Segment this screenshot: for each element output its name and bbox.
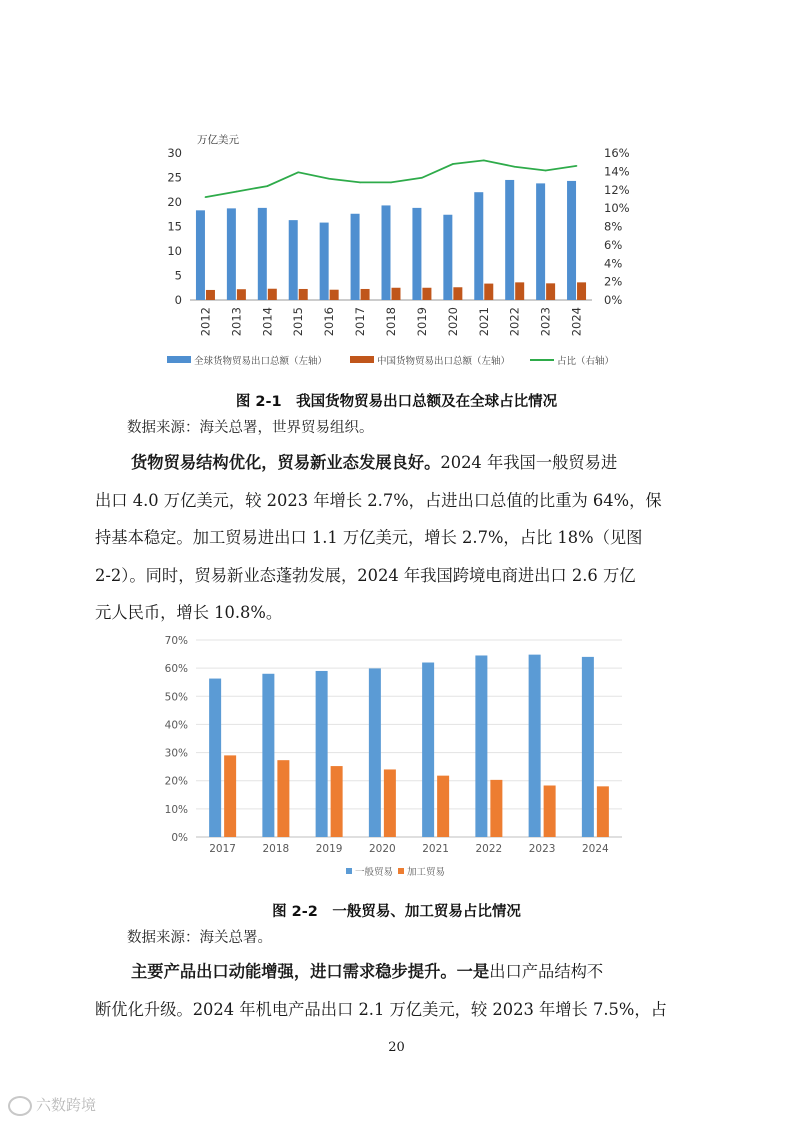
- share-point: [514, 166, 516, 168]
- x-axis-tick-label: 2021: [476, 307, 491, 337]
- china-export-bar: [330, 290, 339, 300]
- paragraph-product-exports: [95, 953, 699, 1028]
- paragraph-lead: 货物贸易结构优化，贸易新业态发展良好。: [131, 453, 441, 472]
- global-export-bar: [289, 220, 298, 300]
- x-axis-tick-label: 2015: [291, 307, 306, 337]
- global-export-bar: [227, 208, 236, 300]
- watermark: [8, 1094, 96, 1116]
- legend-label: 占比（右轴）: [557, 356, 615, 367]
- processing-trade-bar: [331, 766, 343, 837]
- share-point: [421, 177, 423, 179]
- x-axis-tick-label: 2024: [582, 843, 609, 855]
- china-export-bar: [361, 289, 370, 300]
- share-point: [328, 178, 330, 180]
- china-export-bar: [299, 289, 308, 300]
- china-export-bar: [577, 282, 586, 300]
- y-axis-tick-label: 70%: [164, 635, 188, 647]
- share-point: [236, 191, 238, 193]
- figure-2-1-caption: 图 2-1 我国货物贸易出口总额及在全球占比情况: [235, 394, 558, 410]
- processing-trade-bar: [384, 769, 396, 837]
- global-export-bar: [196, 210, 205, 300]
- x-axis-tick-label: 2014: [260, 307, 275, 337]
- x-axis-tick-label: 2016: [322, 307, 337, 337]
- figure-2-1-source: 数据来源：海关总署，世界贸易组织。: [127, 420, 374, 436]
- legend-label: 一般贸易: [355, 867, 394, 878]
- global-export-bar: [320, 223, 329, 300]
- y-axis-tick-label: 60%: [164, 663, 188, 676]
- x-axis-tick-label: 2020: [369, 843, 396, 855]
- figure-2-2-chart: [150, 628, 640, 883]
- general-trade-bar: [316, 671, 328, 837]
- legend-swatch: [346, 868, 352, 874]
- left-axis-tick-label: 15: [167, 219, 182, 234]
- share-point: [205, 196, 207, 198]
- global-export-bar: [505, 180, 514, 300]
- left-axis-unit-label: 万亿美元: [197, 134, 239, 146]
- processing-trade-bar: [490, 780, 502, 837]
- global-export-bar: [567, 181, 576, 300]
- x-axis-tick-label: 2013: [229, 307, 244, 337]
- legend-swatch: [398, 868, 404, 874]
- processing-trade-bar: [597, 786, 609, 837]
- left-axis-tick-label: 5: [174, 268, 182, 283]
- paragraph-text: 出口产品结构不: [489, 962, 604, 981]
- right-axis-tick-label: 10%: [604, 201, 630, 216]
- global-export-bar: [258, 208, 267, 300]
- china-export-bar: [206, 290, 215, 300]
- china-export-bar: [237, 289, 246, 300]
- x-axis-tick-label: 2017: [209, 843, 236, 855]
- share-point: [576, 165, 578, 167]
- paragraph-text: 出口 4.0 万亿美元，较 2023 年增长 2.7%，占进出口总值的比重为 64%，保: [95, 490, 662, 510]
- paragraph-trade-structure: [95, 444, 699, 632]
- figure-2-1-chart: [150, 125, 650, 380]
- left-axis-tick-label: 10: [167, 244, 182, 258]
- china-export-bar: [392, 288, 401, 300]
- right-axis-tick-label: 4%: [604, 256, 623, 271]
- general-trade-bar: [475, 655, 487, 837]
- paragraph-lead: 主要产品出口动能增强，进口需求稳步提升。一是: [131, 962, 490, 981]
- global-export-bar: [443, 215, 452, 300]
- global-export-bar: [474, 192, 483, 300]
- paragraph-text: 元人民币，增长 10.8%。: [95, 603, 283, 622]
- x-axis-tick-label: 2018: [262, 843, 290, 855]
- legend-swatch: [167, 356, 191, 363]
- china-export-bar: [546, 283, 555, 300]
- china-export-bar: [422, 288, 431, 300]
- general-trade-bar: [369, 668, 381, 837]
- right-axis-tick-label: 6%: [604, 237, 623, 252]
- share-line: [205, 160, 576, 197]
- right-axis-tick-label: 12%: [604, 182, 630, 197]
- left-axis-tick-label: 30: [167, 146, 182, 160]
- china-export-bar: [453, 287, 462, 300]
- legend-label: 全球货物贸易出口总额（左轴）: [194, 356, 328, 367]
- share-point: [267, 185, 269, 187]
- paragraph-text: 断优化升级。2024 年机电产品出口 2.1 万亿美元，较 2023 年增长 7.5%，占: [95, 999, 667, 1019]
- x-axis-tick-label: 2022: [475, 843, 503, 855]
- x-axis-tick-label: 2024: [569, 307, 584, 337]
- left-axis-tick-label: 20: [167, 195, 182, 209]
- right-axis-tick-label: 2%: [604, 274, 623, 289]
- figure-2-2-source: 数据来源：海关总署。: [127, 930, 272, 946]
- general-trade-bar: [262, 674, 274, 837]
- x-axis-tick-label: 2018: [384, 307, 398, 337]
- share-point: [452, 163, 454, 165]
- page-number: 20: [388, 1040, 405, 1055]
- x-axis-tick-label: 2021: [422, 843, 449, 855]
- china-export-bar: [268, 289, 277, 300]
- share-point: [483, 160, 485, 162]
- processing-trade-bar: [437, 776, 449, 837]
- processing-trade-bar: [224, 755, 236, 837]
- watermark-logo-icon: [8, 1096, 32, 1116]
- right-axis-tick-label: 8%: [604, 219, 623, 234]
- paragraph-text: 2-2）。同时，贸易新业态蓬勃发展，2024 年我国跨境电商进出口 2.6 万亿: [95, 565, 636, 585]
- y-axis-tick-label: 30%: [164, 747, 188, 760]
- legend-label: 加工贸易: [407, 867, 446, 878]
- x-axis-tick-label: 2020: [445, 307, 460, 337]
- right-axis-tick-label: 14%: [604, 164, 630, 179]
- general-trade-bar: [529, 655, 541, 837]
- y-axis-tick-label: 0%: [171, 832, 188, 844]
- legend-label: 中国货物贸易出口总额（左轴）: [377, 356, 511, 367]
- global-export-bar: [536, 183, 545, 300]
- figure-2-2-caption: 图 2-2 一般贸易、加工贸易占比情况: [272, 904, 521, 920]
- global-export-bar: [412, 208, 421, 300]
- general-trade-bar: [422, 663, 434, 837]
- x-axis-tick-label: 2019: [315, 843, 343, 855]
- x-axis-tick-label: 2019: [414, 307, 429, 337]
- right-axis-tick-label: 0%: [604, 293, 623, 307]
- x-axis-tick-label: 2023: [528, 843, 556, 855]
- y-axis-tick-label: 50%: [164, 691, 188, 704]
- x-axis-tick-label: 2022: [507, 307, 522, 337]
- china-export-bar: [484, 284, 493, 300]
- y-axis-tick-label: 40%: [164, 719, 188, 732]
- global-export-bar: [351, 214, 360, 300]
- y-axis-tick-label: 10%: [164, 803, 188, 816]
- left-axis-tick-label: 0: [174, 293, 182, 307]
- right-axis-tick-label: 16%: [604, 146, 630, 160]
- share-point: [545, 170, 547, 172]
- general-trade-bar: [582, 657, 594, 837]
- y-axis-tick-label: 20%: [164, 775, 188, 788]
- x-axis-tick-label: 2023: [538, 307, 553, 337]
- left-axis-tick-label: 25: [167, 170, 182, 185]
- watermark-text: 六数跨境: [36, 1096, 97, 1114]
- share-point: [359, 182, 361, 184]
- x-axis-tick-label: 2012: [198, 307, 213, 337]
- global-export-bar: [382, 205, 391, 300]
- x-axis-tick-label: 2017: [353, 307, 368, 337]
- processing-trade-bar: [544, 785, 556, 837]
- general-trade-bar: [209, 679, 221, 837]
- paragraph-text: 持基本稳定。加工贸易进出口 1.1 万亿美元，增长 2.7%，占比 18%（见图: [95, 528, 643, 547]
- share-point: [390, 182, 392, 184]
- legend-swatch: [350, 356, 374, 363]
- paragraph-text: 2024 年我国一般贸易进: [440, 453, 618, 472]
- china-export-bar: [515, 282, 524, 300]
- processing-trade-bar: [277, 760, 289, 837]
- share-point: [297, 171, 299, 173]
